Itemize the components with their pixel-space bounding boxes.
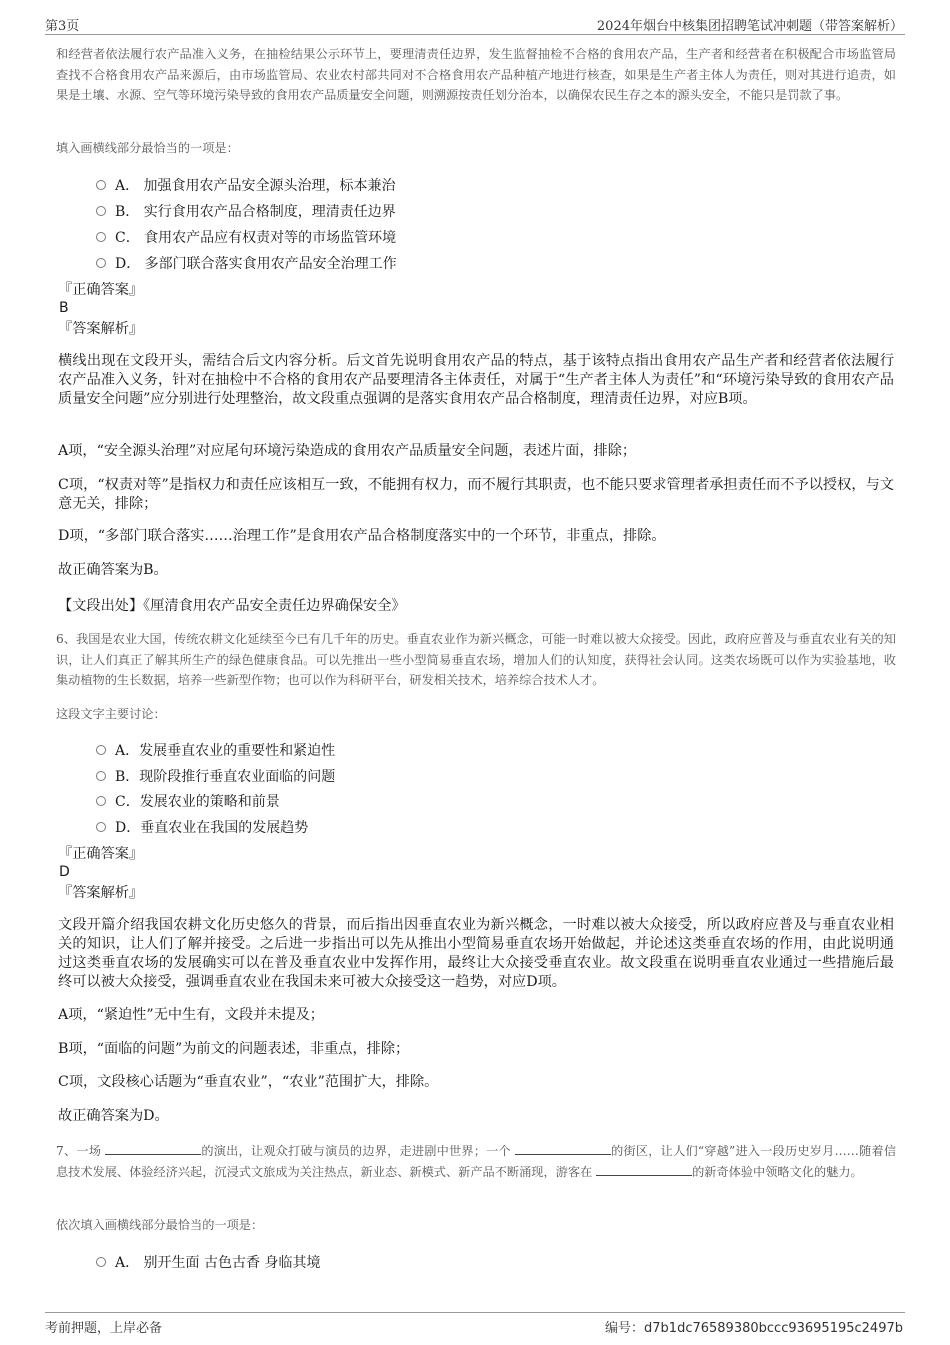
radio-icon[interactable] <box>96 258 106 268</box>
q6-option-c[interactable]: C．发展农业的策略和前景 <box>96 791 280 811</box>
page-number: 第3页 <box>45 19 80 34</box>
q5-prompt: 填入画横线部分最恰当的一项是： <box>56 141 239 155</box>
footer-slogan: 考前押题，上岸必备 <box>45 1321 163 1336</box>
q6-stem: 6、我国是农业大国，传统农耕文化延续至今已有几千年的历史。垂直农业作为新兴概念，可能一时难以被大众接受。因此，政府应普及与垂直农业有关的知识，让人们真正了解其所生产的绿色健康食品。可以先推出一些小型简易垂直农场，增加人们的认知度，获得社会认同。这类农场既可以作为实验基地，收集动植物的生长数据，培养一些新型作物；也可以作为科研平台，研发相关技术，培养综合技术人才。 <box>56 632 896 687</box>
q5-source: 【文段出处】《厘清食用农产品安全责任边界确保安全》 <box>58 598 406 614</box>
radio-icon[interactable] <box>96 1257 106 1267</box>
q6-option-b[interactable]: B．现阶段推行垂直农业面临的问题 <box>96 766 335 786</box>
radio-icon[interactable] <box>96 822 106 832</box>
document-title: 2024年烟台中核集团招聘笔试冲刺题（带答案解析） <box>596 19 903 34</box>
q6-option-a[interactable]: A．发展垂直农业的重要性和紧迫性 <box>96 740 335 760</box>
document-code: 编号：d7b1dc76589380bccc93695195c2497b <box>605 1321 903 1336</box>
q6-answer-label: 『正确答案』 <box>58 846 144 862</box>
q5-answer-label: 『正确答案』 <box>58 282 144 298</box>
q5-analysis-a: A项，“安全源头治理”对应尾句环境污染造成的食用农产品质量安全问题，表述片面，排除； <box>58 443 637 459</box>
q6-analysis-c: C项，文段核心话题为“垂直农业”，“农业”范围扩大，排除。 <box>58 1074 439 1090</box>
q5-analysis-conclusion: 故正确答案为B。 <box>58 562 168 578</box>
q6-analysis-label: 『答案解析』 <box>58 885 144 901</box>
q5-analysis-label: 『答案解析』 <box>58 321 144 337</box>
q6-prompt: 这段文字主要讨论： <box>56 707 166 721</box>
q5-analysis-c: C项，“权责对等”是指权力和责任应该相互一致，不能拥有权力，而不履行其职责，也不能只要求管理者承担责任而不予以授权，与文意无关，排除； <box>58 477 894 512</box>
radio-icon[interactable] <box>96 232 106 242</box>
page-footer <box>45 1312 905 1337</box>
radio-icon[interactable] <box>96 180 106 190</box>
q6-option-d[interactable]: D．垂直农业在我国的发展趋势 <box>96 817 308 837</box>
q5-option-a[interactable]: A． 加强食用农产品安全源头治理，标本兼治 <box>96 175 396 195</box>
page-header <box>45 10 905 35</box>
q6-answer: D <box>59 864 70 880</box>
fill-blank-2 <box>515 1142 611 1155</box>
q6-analysis-conclusion: 故正确答案为D。 <box>58 1108 169 1124</box>
radio-icon[interactable] <box>96 745 106 755</box>
q5-analysis-main: 横线出现在文段开头，需结合后文内容分析。后文首先说明食用农产品的特点，基于该特点指出食用农产品生产者和经营者依法履行农产品准入义务，针对在抽检中不合格的食用农产品要理清各主体责任，对属于“生产者主体人为责任”和“环境污染导致的食用农产品质量安全问题”应分别进行处理整治，故文段重点强调的是落实食用农产品合格制度，理清责任边界，对应B项。 <box>58 353 894 407</box>
radio-icon[interactable] <box>96 771 106 781</box>
q6-analysis-b: B项，“面临的问题”为前文的问题表述，非重点，排除； <box>58 1041 410 1057</box>
q7-option-a[interactable]: A． 别开生面 古色古香 身临其境 <box>96 1252 320 1272</box>
radio-icon[interactable] <box>96 206 106 216</box>
q5-option-d[interactable]: D． 多部门联合落实食用农产品安全治理工作 <box>96 253 397 273</box>
q5-analysis-d: D项，“多部门联合落实……治理工作”是食用农产品合格制度落实中的一个环节，非重点，排除。 <box>58 528 666 544</box>
q7-prompt: 依次填入画横线部分最恰当的一项是： <box>56 1218 264 1232</box>
q7-stem: 7、一场 的演出，让观众打破与演员的边界，走进剧中世界；一个 的街区，让人们“穿越”进入一段历史岁月……随着信息技术发展、体验经济兴起，沉浸式文旅成为关注热点，新业态、新模式、新产品不断涌现，游客在 的新奇体验中领略文化的魅力。 <box>56 1144 897 1179</box>
q5-passage: 和经营者依法履行农产品准入义务，在抽检结果公示环节上，要理清责任边界，发生监督抽检不合格的食用农产品，生产者和经营者在积极配合市场监管局查找不合格食用农产品来源后，由市场监管局、农业农村部共同对不合格食用农产品种植产地进行核查，如果是生产者主体人为责任，则对其进行追责，如果是土壤、水源、空气等环境污染导致的食用农产品质量安全问题，则溯源按责任划分治本，以确保农民生存之本的源头安全，不能只是罚款了事。 <box>56 47 896 102</box>
q5-option-c[interactable]: C． 食用农产品应有权责对等的市场监管环境 <box>96 227 396 247</box>
q5-option-b[interactable]: B． 实行食用农产品合格制度，理清责任边界 <box>96 201 396 221</box>
q5-answer: B <box>59 300 69 316</box>
q6-analysis-a: A项，“紧迫性”无中生有，文段并未提及； <box>58 1007 324 1023</box>
fill-blank-1 <box>105 1142 201 1155</box>
fill-blank-3 <box>596 1163 692 1176</box>
radio-icon[interactable] <box>96 796 106 806</box>
q6-analysis-main: 文段开篇介绍我国农耕文化历史悠久的背景，而后指出因垂直农业为新兴概念，一时难以被大众接受，所以政府应普及与垂直农业相关的知识，让人们了解并接受。之后进一步指出可以先从推出小型简易垂直农场开始做起，并论述这类垂直农场的作用，由此说明通过这类垂直农场的发展确实可以在普及垂直农业中发挥作用，最终让大众接受垂直农业。故文段重在说明垂直农业通过一些措施后最终可以被大众接受，强调垂直农业在我国未来可被大众接受这一趋势，对应D项。 <box>58 917 894 990</box>
